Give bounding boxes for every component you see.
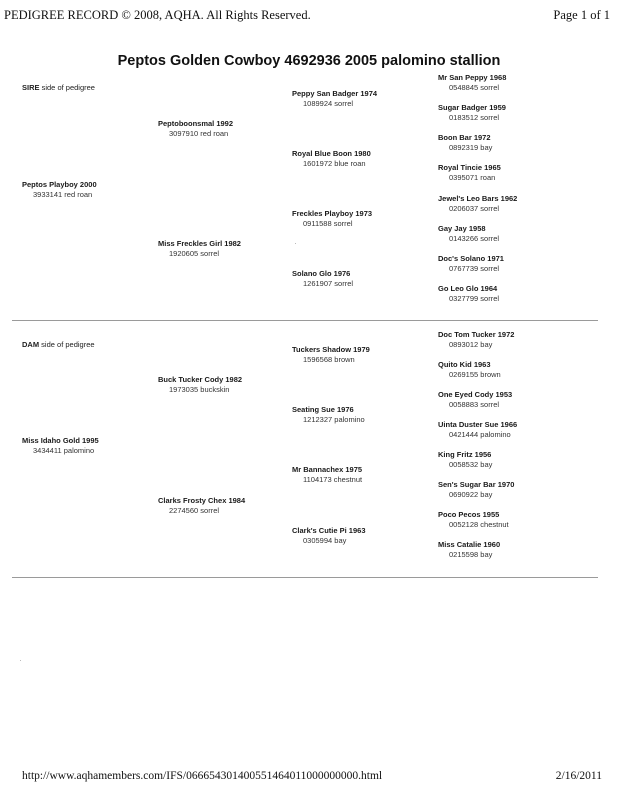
sire-gen3-horse xyxy=(292,209,372,229)
dam-gen4-horse xyxy=(438,390,512,410)
horse-reg: 0892319 bay xyxy=(449,143,493,152)
horse-name: One Eyed Cody 1953 xyxy=(438,390,513,399)
dam-gen4-horse xyxy=(438,480,514,500)
horse-name: Go Leo Glo 1964 xyxy=(438,284,498,293)
dam-gen3-horse xyxy=(292,465,362,485)
dam-gen4-horse xyxy=(438,420,517,440)
horse-reg: 0058532 bay xyxy=(449,460,493,469)
horse-name: Clarks Frosty Chex 1984 xyxy=(158,496,246,505)
sire-gen1-horse xyxy=(22,180,97,200)
horse-name: King Fritz 1956 xyxy=(438,450,492,459)
horse-reg: 0183512 sorrel xyxy=(449,113,500,122)
dam-gen4-horse xyxy=(438,540,500,560)
horse-reg: 0305994 bay xyxy=(303,536,347,545)
horse-reg: 0548845 sorrel xyxy=(449,83,500,92)
horse-name: Uinta Duster Sue 1966 xyxy=(438,420,518,429)
sire-gen2-horse xyxy=(158,239,241,259)
sire-gen3-horse xyxy=(292,149,371,169)
horse-reg: 3434411 palomino xyxy=(33,446,95,455)
horse-name: Royal Tincie 1965 xyxy=(438,163,501,172)
section-divider xyxy=(12,577,598,578)
horse-name: Poco Pecos 1955 xyxy=(438,510,500,519)
horse-name: Solano Glo 1976 xyxy=(292,269,351,278)
horse-reg: 0395071 roan xyxy=(449,173,496,182)
horse-reg: 0327799 sorrel xyxy=(449,294,500,303)
horse-name: Royal Blue Boon 1980 xyxy=(292,149,371,158)
horse-reg: 0206037 sorrel xyxy=(449,204,500,213)
sire-gen4-horse xyxy=(438,254,504,274)
header-page-number: Page 1 of 1 xyxy=(553,8,610,22)
horse-name: Miss Idaho Gold 1995 xyxy=(22,436,99,445)
horse-reg: 0767739 sorrel xyxy=(449,264,500,273)
horse-name: Freckles Playboy 1973 xyxy=(292,209,373,218)
horse-name: Doc Tom Tucker 1972 xyxy=(438,330,515,339)
sire-gen4-horse xyxy=(438,73,506,93)
horse-name: Jewel's Leo Bars 1962 xyxy=(438,194,518,203)
horse-name: Boon Bar 1972 xyxy=(438,133,491,142)
sire-gen3-horse xyxy=(292,89,377,109)
horse-reg: 1261907 sorrel xyxy=(303,279,354,288)
sire-side-label xyxy=(22,83,95,92)
horse-name: Gay Jay 1958 xyxy=(438,224,486,233)
sire-gen4-horse xyxy=(438,103,506,123)
page-title: Peptos Golden Cowboy 4692936 2005 palomino stallion xyxy=(117,53,501,69)
sire-gen3-horse xyxy=(292,269,353,289)
horse-name: Peptoboonsmal 1992 xyxy=(158,119,234,128)
horse-reg: 0421444 palomino xyxy=(449,430,511,439)
dam-gen2-horse xyxy=(158,496,245,516)
horse-name: Peptos Playboy 2000 xyxy=(22,180,97,189)
horse-name: Seating Sue 1976 xyxy=(292,405,354,414)
scan-speck xyxy=(295,243,296,244)
horse-name: Peppy San Badger 1974 xyxy=(292,89,378,98)
dam-label-bold: DAM xyxy=(22,340,40,349)
horse-name: Tuckers Shadow 1979 xyxy=(292,345,370,354)
horse-reg: 1601972 blue roan xyxy=(303,159,366,168)
dam-gen3-horse xyxy=(292,526,366,546)
sire-gen4-horse xyxy=(438,284,499,304)
dam-gen4-horse xyxy=(438,510,509,530)
horse-reg: 1596568 brown xyxy=(303,355,355,364)
horse-reg: 3097910 red roan xyxy=(169,129,229,138)
horse-name: Mr Bannachex 1975 xyxy=(292,465,363,474)
sire-gen4-horse xyxy=(438,163,501,183)
sire-label-bold: SIRE xyxy=(22,83,40,92)
scan-speck xyxy=(20,660,21,661)
dam-side-label xyxy=(22,340,95,349)
horse-reg: 1920605 sorrel xyxy=(169,249,220,258)
horse-reg: 0269155 brown xyxy=(449,370,501,379)
header-left: PEDIGREE RECORD © 2008, AQHA. All Rights Reserved. xyxy=(4,8,311,22)
horse-reg: 1973035 buckskin xyxy=(169,385,230,394)
horse-name: Miss Freckles Girl 1982 xyxy=(158,239,241,248)
horse-reg: 0052128 chestnut xyxy=(449,520,509,529)
horse-reg: 0690922 bay xyxy=(449,490,493,499)
horse-name: Clark's Cutie Pi 1963 xyxy=(292,526,366,535)
horse-reg: 1089924 sorrel xyxy=(303,99,354,108)
dam-gen3-horse xyxy=(292,345,370,365)
horse-reg: 0215598 bay xyxy=(449,550,493,559)
sire-gen4-horse xyxy=(438,224,499,244)
dam-gen4-horse xyxy=(438,360,501,380)
horse-reg: 1212327 palomino xyxy=(303,415,365,424)
horse-name: Mr San Peppy 1968 xyxy=(438,73,507,82)
horse-reg: 2274560 sorrel xyxy=(169,506,220,515)
horse-reg: 1104173 chestnut xyxy=(303,475,363,484)
sire-gen4-horse xyxy=(438,194,517,214)
horse-reg: 0893012 bay xyxy=(449,340,493,349)
section-divider xyxy=(12,320,598,321)
dam-gen4-horse xyxy=(438,450,492,470)
dam-gen1-horse xyxy=(22,436,99,456)
dam-label-rest: side of pedigree xyxy=(39,340,95,349)
horse-reg: 0911588 sorrel xyxy=(303,219,353,228)
footer-date: 2/16/2011 xyxy=(555,770,602,782)
horse-name: Sugar Badger 1959 xyxy=(438,103,506,112)
footer-url-link[interactable]: http://www.aqhamembers.com/IFS/066654301400551464011000000000.html xyxy=(22,770,383,782)
sire-gen2-horse xyxy=(158,119,233,139)
dam-gen3-horse xyxy=(292,405,365,425)
horse-reg: 3933141 red roan xyxy=(33,190,93,199)
horse-name: Buck Tucker Cody 1982 xyxy=(158,375,243,384)
horse-name: Sen's Sugar Bar 1970 xyxy=(438,480,515,489)
horse-name: Doc's Solano 1971 xyxy=(438,254,504,263)
horse-reg: 0058883 sorrel xyxy=(449,400,500,409)
sire-label-rest: side of pedigree xyxy=(39,83,95,92)
horse-reg: 0143266 sorrel xyxy=(449,234,500,243)
horse-name: Miss Catalie 1960 xyxy=(438,540,501,549)
horse-name: Quito Kid 1963 xyxy=(438,360,491,369)
dam-gen2-horse xyxy=(158,375,242,395)
sire-gen4-horse xyxy=(438,133,492,153)
dam-gen4-horse xyxy=(438,330,514,350)
